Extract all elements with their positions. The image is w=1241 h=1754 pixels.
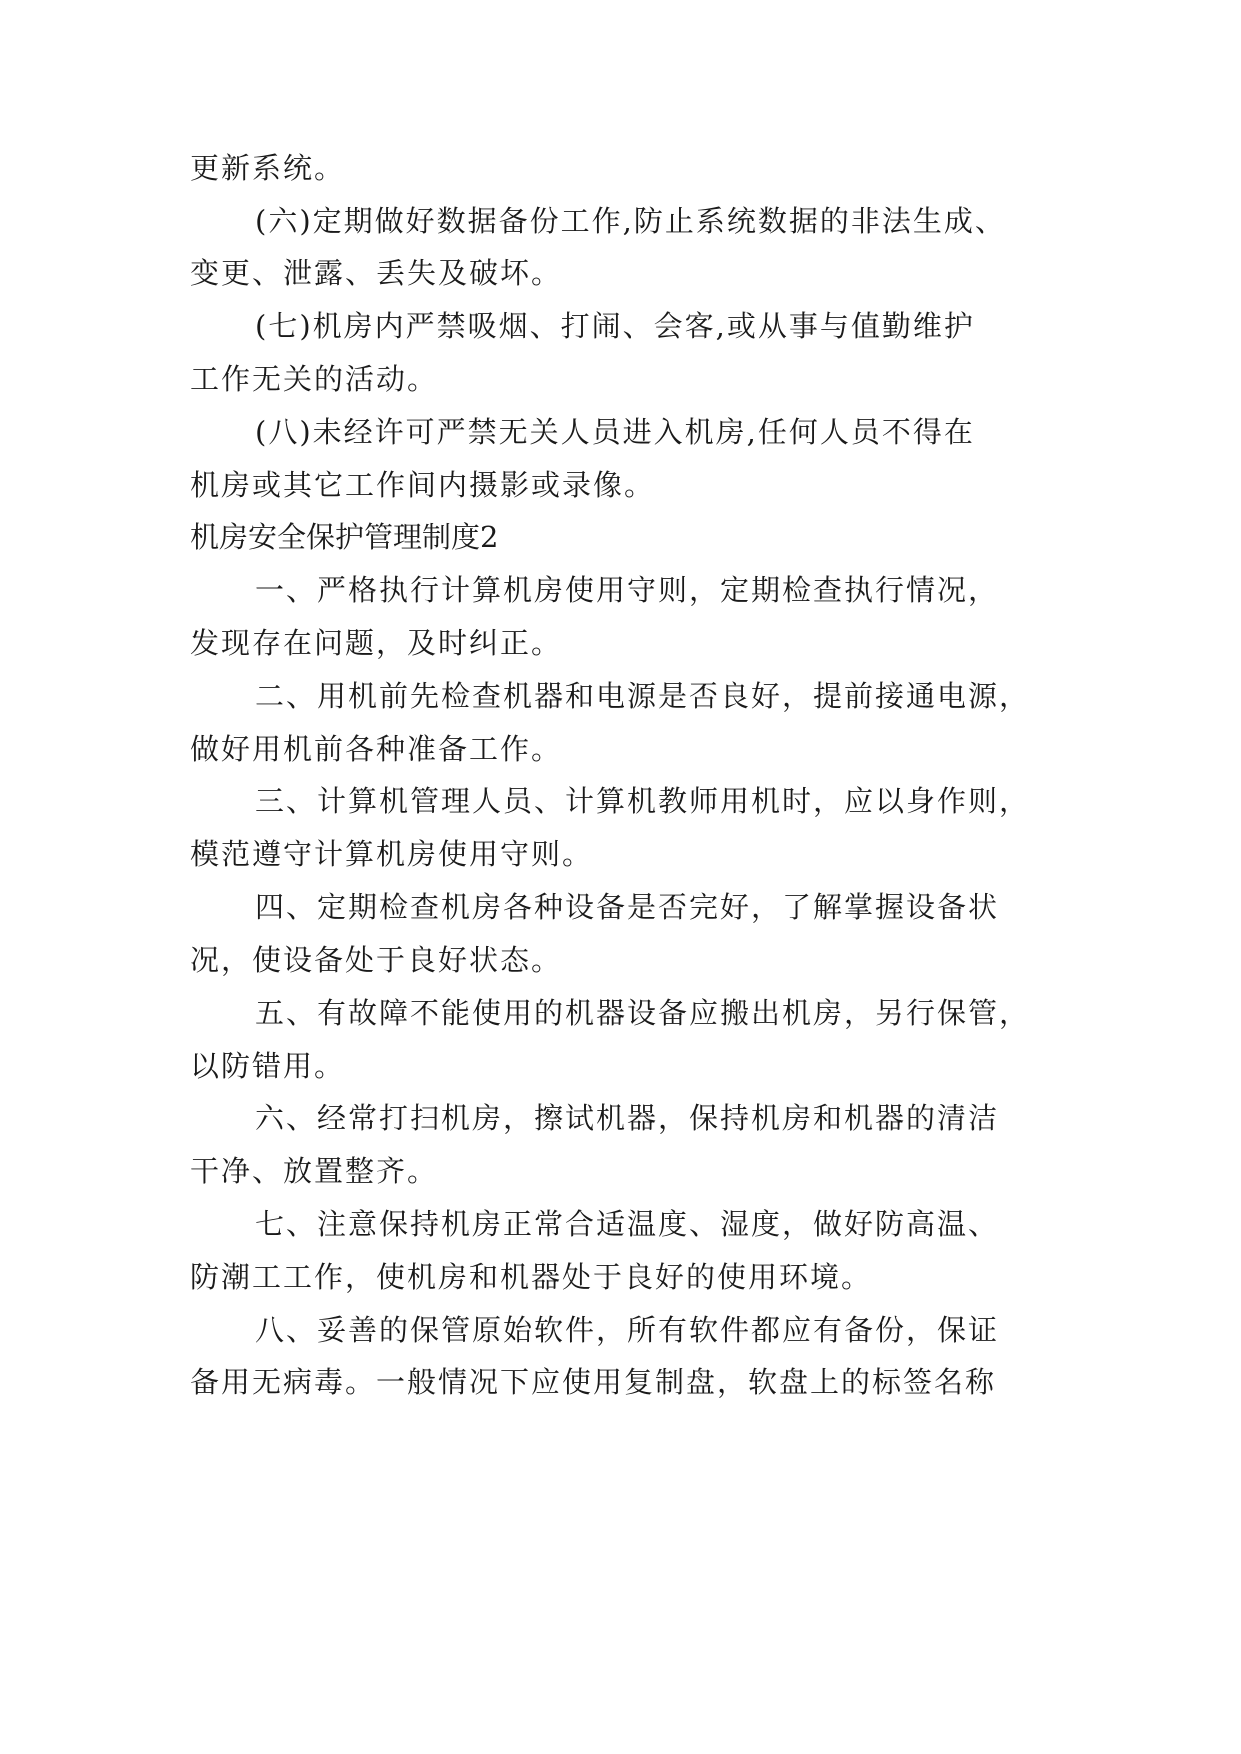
paragraph-line: 模范遵守计算机房使用守则。 <box>190 837 594 871</box>
paragraph-line: 更新系统。 <box>190 151 346 185</box>
paragraph-line: 防潮工工作，使机房和机器处于良好的使用环境。 <box>190 1260 873 1294</box>
paragraph-line: 做好用机前各种准备工作。 <box>190 732 563 766</box>
paragraph-line: 六、经常打扫机房，擦试机器，保持机房和机器的清洁 <box>255 1101 1000 1135</box>
paragraph-line: 八、妥善的保管原始软件，所有软件都应有备份，保证 <box>255 1313 1000 1347</box>
paragraph-line: 五、有故障不能使用的机器设备应搬出机房，另行保管， <box>255 996 1031 1030</box>
paragraph-line: 发现存在问题，及时纠正。 <box>190 626 563 660</box>
paragraph-line: 机房或其它工作间内摄影或录像。 <box>190 468 656 502</box>
section-heading: 机房安全保护管理制度2 <box>190 520 499 554</box>
paragraph-line: 干净、放置整齐。 <box>190 1154 439 1188</box>
paragraph-line: (六)定期做好数据备份工作,防止系统数据的非法生成、 <box>255 204 1006 238</box>
paragraph-line: 一、严格执行计算机房使用守则，定期检查执行情况， <box>255 573 1000 607</box>
paragraph-line: 备用无病毒。一般情况下应使用复制盘，软盘上的标签名称 <box>190 1365 997 1399</box>
paragraph-line: 七、注意保持机房正常合适温度、湿度，做好防高温、 <box>255 1207 1000 1241</box>
paragraph-line: 四、定期检查机房各种设备是否完好，了解掌握设备状 <box>255 890 1000 924</box>
paragraph-line: (八)未经许可严禁无关人员进入机房,任何人员不得在 <box>255 415 975 449</box>
paragraph-line: 工作无关的活动。 <box>190 362 439 396</box>
paragraph-line: 以防错用。 <box>190 1049 346 1083</box>
paragraph-line: 况，使设备处于良好状态。 <box>190 943 563 977</box>
paragraph-line: 变更、泄露、丢失及破坏。 <box>190 256 563 290</box>
paragraph-line: 二、用机前先检查机器和电源是否良好，提前接通电源， <box>255 679 1031 713</box>
paragraph-line: 三、计算机管理人员、计算机教师用机时，应以身作则， <box>255 784 1031 818</box>
paragraph-line: (七)机房内严禁吸烟、打闹、会客,或从事与值勤维护 <box>255 309 975 343</box>
